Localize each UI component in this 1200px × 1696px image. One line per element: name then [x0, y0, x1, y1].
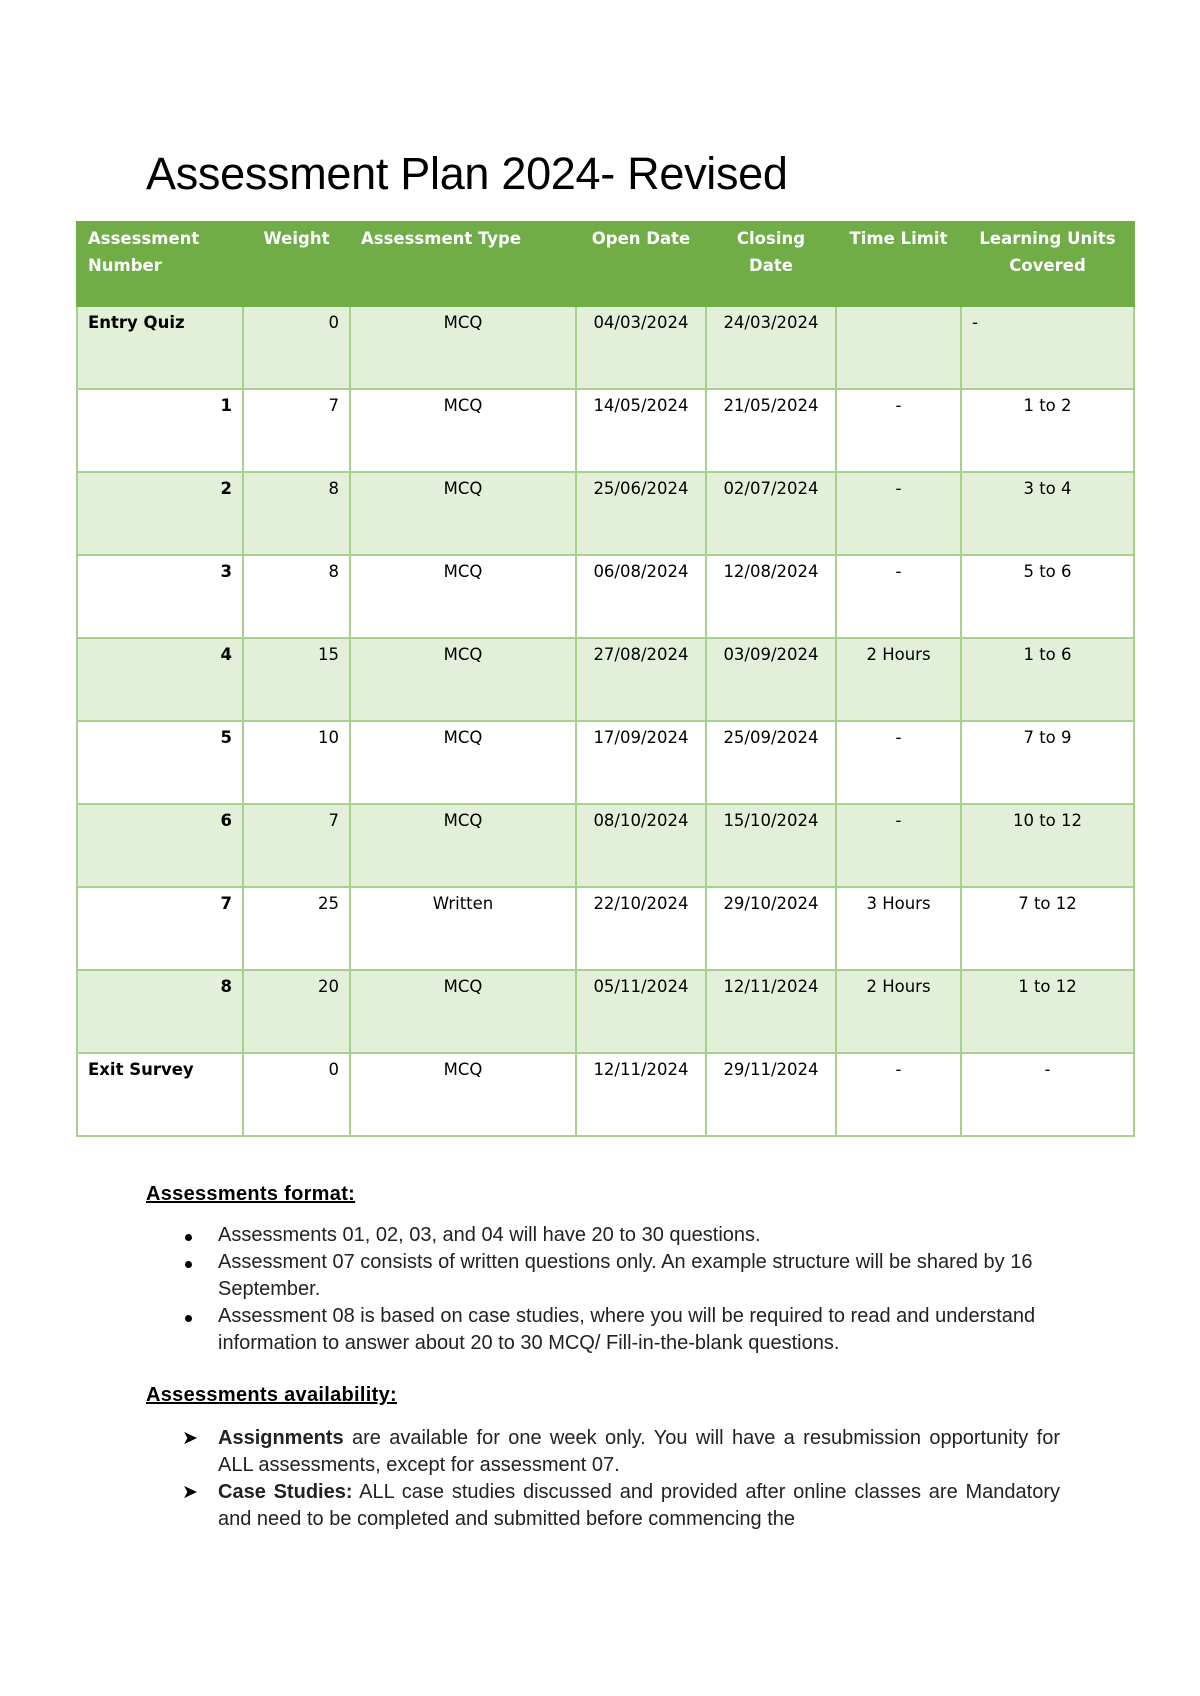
cell-closing-date: 25/09/2024 — [706, 721, 836, 804]
col-header-closing-date: Closing Date — [706, 222, 836, 306]
col-header-learning-units: Learning Units Covered — [961, 222, 1134, 306]
cell-open-date: 22/10/2024 — [576, 887, 706, 970]
page-title: Assessment Plan 2024- Revised — [146, 148, 788, 199]
cell-learning-units: 7 to 9 — [961, 721, 1134, 804]
item-text: ALL case studies discussed and provided after online classes are Mandatory and need to be completed and submitted before commencing the — [218, 1481, 1060, 1530]
cell-open-date: 04/03/2024 — [576, 306, 706, 389]
col-header-time-limit: Time Limit — [836, 222, 961, 306]
assessments-availability-list — [146, 1425, 1060, 1533]
cell-time-limit — [836, 306, 961, 389]
cell-weight: 10 — [243, 721, 350, 804]
cell-type: MCQ — [350, 1053, 576, 1136]
cell-time-limit: 2 Hours — [836, 638, 961, 721]
cell-closing-date: 12/11/2024 — [706, 970, 836, 1053]
cell-closing-date: 29/11/2024 — [706, 1053, 836, 1136]
table-row — [77, 306, 1134, 389]
cell-assessment-number: 8 — [77, 970, 243, 1053]
cell-time-limit: - — [836, 721, 961, 804]
cell-learning-units: 1 to 12 — [961, 970, 1134, 1053]
cell-open-date: 25/06/2024 — [576, 472, 706, 555]
cell-open-date: 12/11/2024 — [576, 1053, 706, 1136]
item-text: are available for one week only. You will have a resubmission opportunity for ALL assessments, except for assessment 07. — [218, 1427, 1060, 1476]
table-row — [77, 389, 1134, 472]
cell-open-date: 08/10/2024 — [576, 804, 706, 887]
cell-time-limit: - — [836, 472, 961, 555]
cell-weight: 0 — [243, 1053, 350, 1136]
cell-time-limit: 2 Hours — [836, 970, 961, 1053]
cell-weight: 20 — [243, 970, 350, 1053]
list-item — [146, 1222, 1046, 1249]
item-lead: Case Studies: — [218, 1481, 353, 1503]
cell-closing-date: 12/08/2024 — [706, 555, 836, 638]
assessment-plan-table — [76, 221, 1135, 1137]
cell-type: MCQ — [350, 638, 576, 721]
cell-type: MCQ — [350, 555, 576, 638]
cell-type: MCQ — [350, 472, 576, 555]
arrow-bullet-icon: ➤ — [182, 1482, 198, 1503]
cell-assessment-number: 2 — [77, 472, 243, 555]
item-lead: Assignments — [218, 1427, 344, 1449]
cell-weight: 7 — [243, 804, 350, 887]
cell-learning-units: 1 to 6 — [961, 638, 1134, 721]
cell-time-limit: - — [836, 555, 961, 638]
cell-weight: 7 — [243, 389, 350, 472]
bullet-icon — [185, 1234, 192, 1241]
cell-weight: 25 — [243, 887, 350, 970]
cell-closing-date: 21/05/2024 — [706, 389, 836, 472]
list-item — [146, 1479, 1060, 1533]
cell-learning-units: 1 to 2 — [961, 389, 1134, 472]
cell-open-date: 06/08/2024 — [576, 555, 706, 638]
cell-learning-units: - — [961, 1053, 1134, 1136]
bullet-icon — [185, 1261, 192, 1268]
list-item — [146, 1249, 1046, 1303]
table-header-row — [77, 222, 1134, 306]
col-header-open-date: Open Date — [576, 222, 706, 306]
list-item-text: Assessment 07 consists of written questions only. An example structure will be shared by 16 September. — [218, 1251, 1033, 1300]
cell-type: MCQ — [350, 306, 576, 389]
col-header-assessment-number: Assessment Number — [77, 222, 243, 306]
cell-closing-date: 24/03/2024 — [706, 306, 836, 389]
cell-weight: 8 — [243, 555, 350, 638]
list-item-text: Assessment 08 is based on case studies, where you will be required to read and understand information to answer about 20 to 30 MCQ/ Fill-in-the-blank questions. — [218, 1305, 1036, 1354]
cell-learning-units: 7 to 12 — [961, 887, 1134, 970]
table-row — [77, 721, 1134, 804]
table-row — [77, 887, 1134, 970]
cell-time-limit: - — [836, 389, 961, 472]
cell-type: MCQ — [350, 721, 576, 804]
cell-time-limit: 3 Hours — [836, 887, 961, 970]
cell-assessment-number: 6 — [77, 804, 243, 887]
cell-type: MCQ — [350, 389, 576, 472]
cell-weight: 0 — [243, 306, 350, 389]
cell-assessment-number: 3 — [77, 555, 243, 638]
cell-open-date: 14/05/2024 — [576, 389, 706, 472]
cell-type: MCQ — [350, 970, 576, 1053]
cell-time-limit: - — [836, 1053, 961, 1136]
list-item-text: Assessments 01, 02, 03, and 04 will have 20 to 30 questions. — [218, 1224, 761, 1246]
cell-assessment-number: Entry Quiz — [77, 306, 243, 389]
assessments-availability-heading: Assessments availability: — [146, 1384, 397, 1406]
cell-weight: 15 — [243, 638, 350, 721]
cell-learning-units: - — [961, 306, 1134, 389]
cell-closing-date: 15/10/2024 — [706, 804, 836, 887]
col-header-assessment-type: Assessment Type — [350, 222, 576, 306]
list-item — [146, 1303, 1046, 1357]
cell-type: MCQ — [350, 804, 576, 887]
table-row — [77, 555, 1134, 638]
cell-closing-date: 29/10/2024 — [706, 887, 836, 970]
cell-assessment-number: Exit Survey — [77, 1053, 243, 1136]
cell-open-date: 05/11/2024 — [576, 970, 706, 1053]
cell-assessment-number: 7 — [77, 887, 243, 970]
cell-weight: 8 — [243, 472, 350, 555]
table-row — [77, 638, 1134, 721]
table-row — [77, 1053, 1134, 1136]
cell-assessment-number: 4 — [77, 638, 243, 721]
arrow-bullet-icon: ➤ — [182, 1428, 198, 1449]
table-row — [77, 804, 1134, 887]
assessments-format-heading: Assessments format: — [146, 1183, 356, 1205]
col-header-weight: Weight — [243, 222, 350, 306]
list-item — [146, 1425, 1060, 1479]
table-row — [77, 472, 1134, 555]
cell-time-limit: - — [836, 804, 961, 887]
cell-open-date: 17/09/2024 — [576, 721, 706, 804]
cell-open-date: 27/08/2024 — [576, 638, 706, 721]
cell-assessment-number: 5 — [77, 721, 243, 804]
cell-closing-date: 03/09/2024 — [706, 638, 836, 721]
cell-type: Written — [350, 887, 576, 970]
cell-learning-units: 10 to 12 — [961, 804, 1134, 887]
table-row — [77, 970, 1134, 1053]
cell-learning-units: 5 to 6 — [961, 555, 1134, 638]
bullet-icon — [185, 1315, 192, 1322]
cell-closing-date: 02/07/2024 — [706, 472, 836, 555]
cell-assessment-number: 1 — [77, 389, 243, 472]
cell-learning-units: 3 to 4 — [961, 472, 1134, 555]
assessments-format-list — [146, 1222, 1046, 1357]
